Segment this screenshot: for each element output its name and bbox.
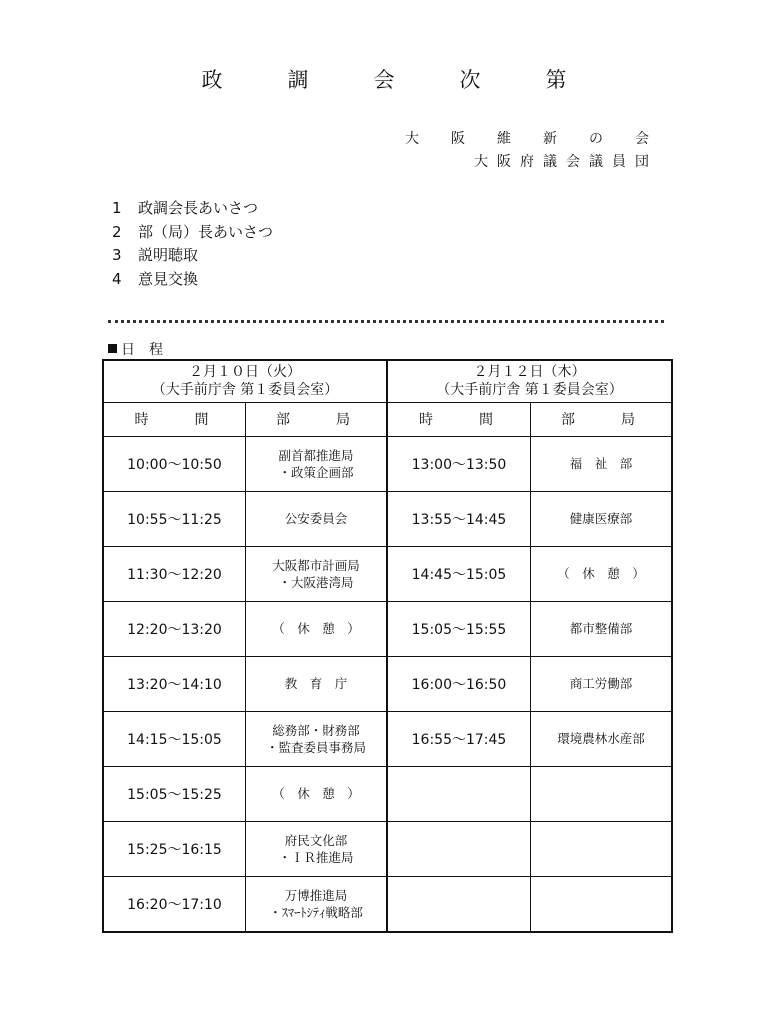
- department-line: 公安委員会: [284, 511, 348, 526]
- time-cell: 15:25〜16:15: [103, 821, 246, 876]
- department-line: 福 祉 部: [569, 456, 633, 471]
- table-row: [103, 766, 672, 821]
- time-column-header: 時 間: [103, 402, 246, 436]
- table-row: [103, 821, 672, 876]
- department-cell: [246, 711, 388, 766]
- time-cell: 16:20〜17:10: [103, 876, 246, 932]
- department-line: 副首都推進局: [278, 447, 354, 463]
- department-cell: [246, 491, 388, 546]
- time-cell: 12:20〜13:20: [103, 601, 246, 656]
- time-cell: 10:00〜10:50: [103, 436, 246, 491]
- table-row: [103, 546, 672, 601]
- department-line: 商工労働部: [569, 676, 633, 691]
- organization-group: 大阪府議会議員団: [474, 154, 658, 170]
- department-line: 教 育 庁: [284, 676, 348, 691]
- time-cell: 16:00〜16:50: [387, 656, 531, 711]
- day2-header: ２月１２日（木） （大手前庁舎 第１委員会室）: [387, 360, 672, 402]
- department-line: （ 休 憩 ）: [272, 621, 360, 636]
- department-line: ・監査委員事務局: [265, 739, 366, 755]
- day1-header: ２月１０日（火） （大手前庁舎 第１委員会室）: [103, 360, 387, 402]
- time-cell: [387, 876, 531, 932]
- department-line: 万博推進局: [284, 887, 348, 903]
- table-row: [103, 876, 672, 932]
- department-line: （ 休 憩 ）: [557, 566, 645, 581]
- document-title: 政 調 会 次 第: [201, 68, 589, 92]
- department-cell: [531, 821, 673, 876]
- department-line: 大阪都市計画局: [272, 557, 360, 573]
- agenda-item: 3 説明聴取: [112, 246, 199, 264]
- department-line: 都市整備部: [569, 621, 633, 636]
- department-line: ・政策企画部: [278, 464, 354, 480]
- department-line: （ 休 憩 ）: [272, 786, 360, 801]
- agenda-list: [112, 197, 273, 291]
- department-cell: [531, 656, 673, 711]
- department-cell: [531, 491, 673, 546]
- department-line: ・ｽﾏｰﾄｼﾃｨ戦略部: [269, 904, 363, 920]
- department-cell: [531, 711, 673, 766]
- department-cell: [246, 656, 388, 711]
- department-cell: [246, 546, 388, 601]
- time-cell: 16:55〜17:45: [387, 711, 531, 766]
- time-cell: 13:55〜14:45: [387, 491, 531, 546]
- time-cell: 15:05〜15:25: [103, 766, 246, 821]
- table-row: [103, 711, 672, 766]
- agenda-item: 4 意見交換: [112, 269, 199, 288]
- time-cell: 15:05〜15:55: [387, 601, 531, 656]
- department-cell: [531, 436, 673, 491]
- department-line: 環境農林水産部: [557, 731, 645, 746]
- department-cell: [246, 821, 388, 876]
- department-line: ・大阪港湾局: [278, 574, 354, 590]
- department-cell: [246, 601, 388, 656]
- schedule-label: 日 程: [108, 339, 163, 359]
- time-cell: [387, 766, 531, 821]
- table-row: [103, 601, 672, 656]
- department-line: 健康医療部: [569, 511, 633, 526]
- department-line: 総務部・財務部: [272, 722, 360, 738]
- time-cell: 11:30〜12:20: [103, 546, 246, 601]
- time-cell: [387, 821, 531, 876]
- table-row: [103, 656, 672, 711]
- schedule-table: [102, 359, 673, 933]
- department-cell: [531, 876, 673, 932]
- department-line: 府民文化部: [284, 832, 348, 848]
- department-cell: [246, 436, 388, 491]
- time-cell: 14:15〜15:05: [103, 711, 246, 766]
- time-cell: 14:45〜15:05: [387, 546, 531, 601]
- time-cell: 10:55〜11:25: [103, 491, 246, 546]
- agenda-item: 2 部（局）長あいさつ: [112, 222, 274, 241]
- dept-column-header: 部 局: [531, 402, 673, 436]
- department-cell: [246, 876, 388, 932]
- table-row: [103, 491, 672, 546]
- time-cell: 13:00〜13:50: [387, 436, 531, 491]
- time-cell: 13:20〜14:10: [103, 656, 246, 711]
- dotted-divider: [108, 320, 664, 323]
- organization-name: 大 阪 維 新 の 会: [405, 131, 658, 147]
- square-bullet-icon: [108, 344, 117, 353]
- department-cell: [246, 766, 388, 821]
- time-column-header: 時 間: [387, 402, 531, 436]
- department-cell: [531, 546, 673, 601]
- department-cell: [531, 601, 673, 656]
- dept-column-header: 部 局: [246, 402, 388, 436]
- department-cell: [531, 766, 673, 821]
- agenda-item: 1 政調会長あいさつ: [112, 199, 259, 217]
- department-line: ・ＩＲ推進局: [278, 849, 354, 865]
- table-row: [103, 436, 672, 491]
